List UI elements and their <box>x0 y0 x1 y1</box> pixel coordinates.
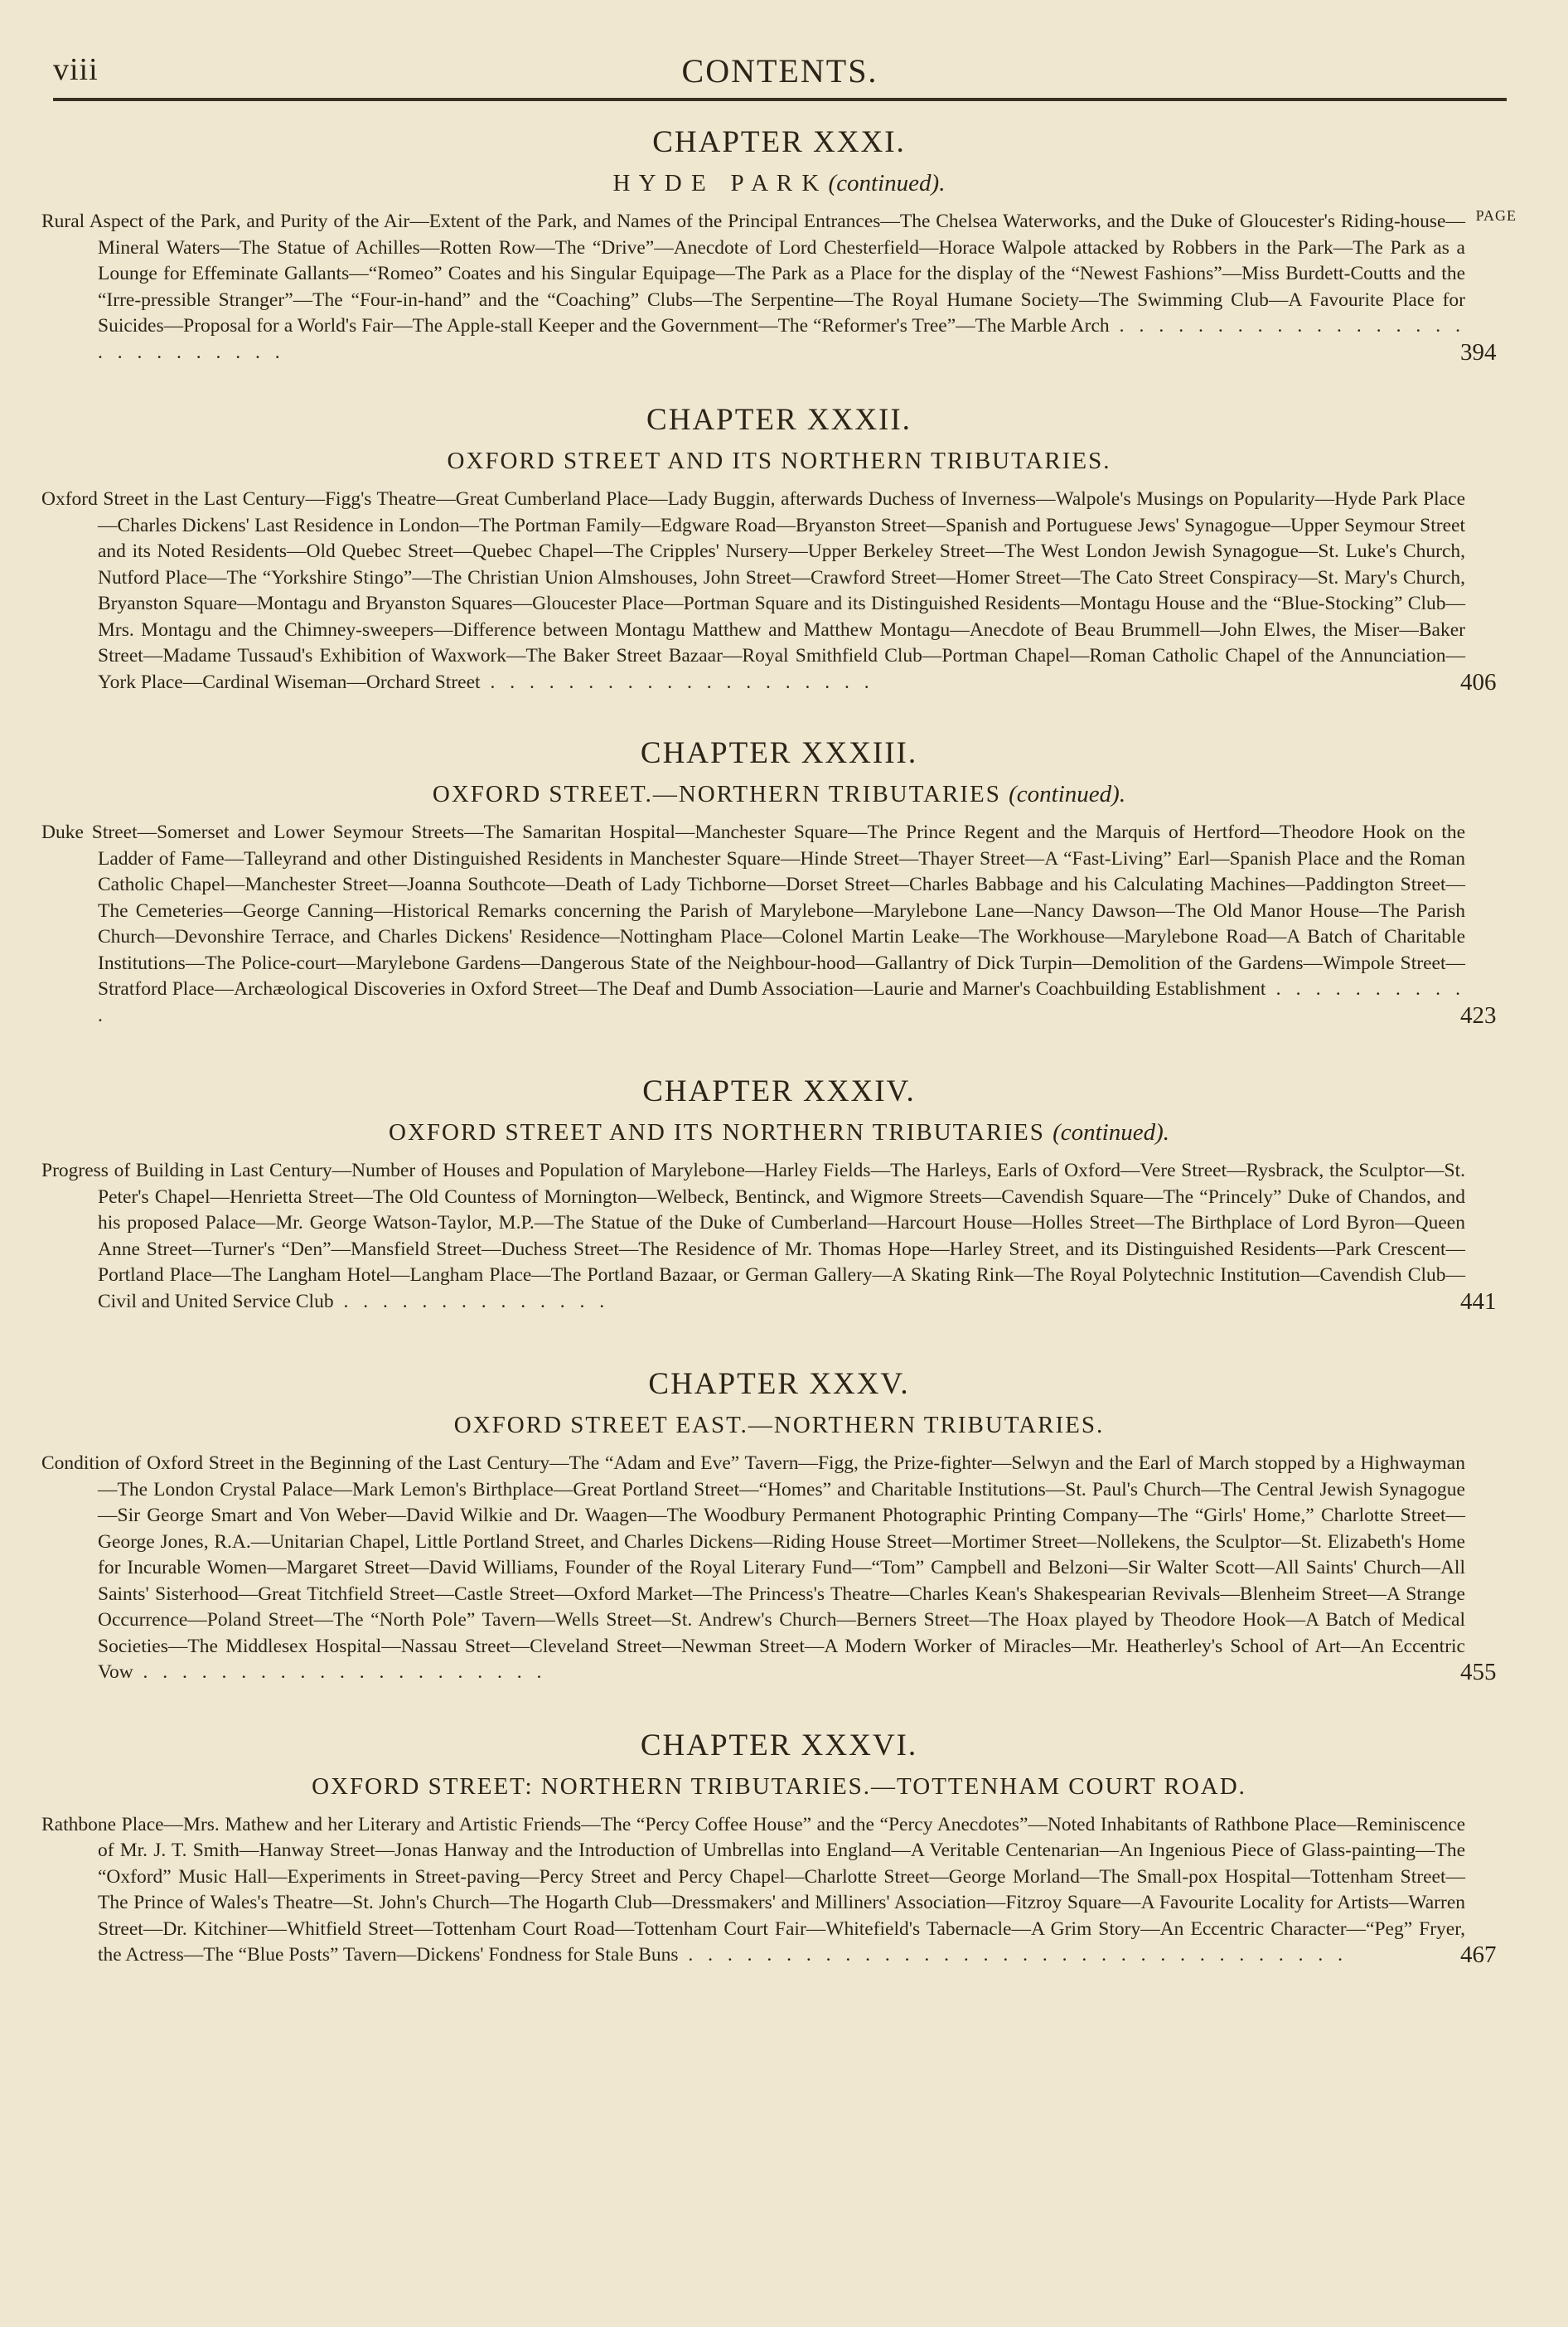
dot-leader: . . . . . . . . . . . . . . . . . . . . . <box>133 1661 547 1683</box>
page-title: CONTENTS. <box>681 52 878 90</box>
chapter-subtitle-text: OXFORD STREET EAST.—NORTHERN TRIBUTARIES. <box>453 1412 1105 1438</box>
chapter-summary: Rathbone Place—Mrs. Mathew and her Literary and Artistic Friends—The “Percy Coffee House” and the “Percy Anecdotes”—Noted Inhabitants of Rathbone Place—Reminiscence of Mr. J. T. Smith—Hanway Street—Jonas Hanway and the Introduction of Umbrellas into England—A Veritable Centenarian—An Ingenious Piece of Glass-painting—The “Oxford” Music Hall—Experiments in Street-paving—Percy Street and Percy Chapel—Charlotte Street—George Morland—The Small-pox Hospital—Tottenham Street—The Prince of Wales's Theatre—St. John's Church—The Hogarth Club—Dressmakers' and Milliners' Association—Fitzroy Square—A Favourite Locality for Artists—Warren Street—Dr. Kitchiner—Whitfield Street—Tottenham Court Road—Tottenham Court Fair—Whitefield's Tabernacle—A Grim Story—An Eccentric Character—“Peg” Fryer, the Actress—The “Blue Posts” Tavern—Dickens' Fondness for Stale Buns . . . . . . . . . . . . . . . . . . . . . . . . . . . . . . . . . . 467 <box>41 1813 1497 1968</box>
chapter-subtitle-text: OXFORD STREET: NORTHERN TRIBUTARIES.—TOTTENHAM COURT ROAD. <box>312 1772 1246 1800</box>
chapter-summary-text: Condition of Oxford Street in the Beginning of the Last Century—The “Adam and Eve” Tavern—Figg, the Prize-fighter—Selwyn and the Earl of March stopped by a Highwayman—The London Crystal Palace—Mark Lemon's Birthplace—Great Portland Street—“Homes” and Charitable Institutions—St. Paul's Church—The Central Jewish Synagogue—Sir George Smart and Von Weber—David Wilkie and Dr. Waagen—The Woodbury Permanent Photographic Printing Company—The “Girls' Home,” Charlotte Street—George Jones, R.A.—Unitarian Chapel, Little Portland Street, and Charles Dickens—Riding House Street—Mortimer Street—Nollekens, the Sculptor—St. Elizabeth's Home for Incurable Women—Margaret Street—David Williams, Founder of the Royal Literary Fund—“Tom” Campbell and Belzoni—Sir Walter Scott—All Saints' Church—All Saints' Sisterhood—Great Titchfield Street—Castle Street—Oxford Market—The Princess's Theatre—Charles Kean's Shakespearian Revivals—Blenheim Street—A Strange Occurrence—Poland Street—The “North Pole” Tavern—Wells Street—St. Andrew's Church—Berners Street—The Hoax played by Theodore Hook—A Batch of Medical Societies—The Middlesex Hospital—Nassau Street—Cleveland Street—Newman Street—A Modern Worker of Miracles—Mr. Heatherley's School of Art—An Eccentric Vow <box>41 1452 1465 1683</box>
running-header <box>53 48 1507 101</box>
chapter-xxxiii <box>41 735 1517 1029</box>
chapter-subtitle <box>41 1773 1517 1801</box>
chapter-heading: CHAPTER XXXV. <box>648 1367 910 1401</box>
dot-leader: . . . . . . . . . . . <box>98 978 1466 1026</box>
chapter-heading: CHAPTER XXXIV. <box>642 1074 916 1108</box>
chapter-subtitle <box>41 448 1517 475</box>
chapter-summary-text: Rathbone Place—Mrs. Mathew and her Literary and Artistic Friends—The “Percy Coffee House” and the “Percy Anecdotes”—Noted Inhabitants of Rathbone Place—Reminiscence of Mr. J. T. Smith—Hanway Street—Jonas Hanway and the Introduction of Umbrellas into England—A Veritable Centenarian—An Ingenious Piece of Glass-painting—The “Oxford” Music Hall—Experiments in Street-paving—Percy Street and Percy Chapel—Charlotte Street—George Morland—The Small-pox Hospital—Tottenham Street—The Prince of Wales's Theatre—St. John's Church—The Hogarth Club—Dressmakers' and Milliners' Association—Fitzroy Square—A Favourite Locality for Artists—Warren Street—Dr. Kitchiner—Whitfield Street—Tottenham Court Road—Tottenham Court Fair—Whitefield's Tabernacle—A Grim Story—An Eccentric Character—“Peg” Fryer, the Actress—The “Blue Posts” Tavern—Dickens' Fondness for Stale Buns <box>41 1813 1465 1966</box>
chapter-summary: Progress of Building in Last Century—Number of Houses and Population of Marylebone—Harley Fields—The Harleys, Earls of Oxford—Vere Street—Rysbrack, the Sculptor—St. Peter's Chapel—Henrietta Street—The Old Countess of Mornington—Welbeck, Bentinck, and Wigmore Streets—Cavendish Square—The “Princely” Duke of Chandos, and his proposed Palace—Mr. George Watson-Taylor, M.P.—The Statue of the Duke of Cumberland—Harcourt House—Holles Street—The Birthplace of Lord Byron—Queen Anne Street—Turner's “Den”—Mansfield Street—Duchess Street—The Residence of Mr. Thomas Hope—Harley Street, and its Distinguished Residents—Park Crescent—Portland Place—The Langham Hotel—Langham Place—The Portland Bazaar, or German Gallery—A Skating Rink—The Royal Polytechnic Institution—Cavendish Club—Civil and United Service Club . . . . . . . . . . . . . . 441 <box>41 1160 1497 1315</box>
chapter-subtitle-text: OXFORD STREET AND ITS NORTHERN TRIBUTARIES. <box>447 448 1111 474</box>
chapter-subtitle-text: OXFORD STREET.—NORTHERN TRIBUTARIES <box>432 781 1001 807</box>
dot-leader: . . . . . . . . . . . . . . . . . . . . <box>480 671 874 693</box>
chapter-heading: CHAPTER XXXI. <box>652 125 906 159</box>
page-folio: viii <box>53 52 99 87</box>
chapter-subtitle-continued: (continued). <box>828 170 946 196</box>
chapter-summary-text: Rural Aspect of the Park, and Purity of the Air—Extent of the Park, and Names of the Principal Entrances—The Chelsea Waterworks, and the Duke of Gloucester's Riding-house—Mineral Waters—The Statue of Achilles—Rotten Row—The “Drive”—Anecdote of Lord Chesterfield—Horace Walpole attacked by Robbers in the Park—The Park as a Lounge for Effeminate Gallants—“Romeo” Coates and his Singular Equipage—The Park as a Place for the display of the “Newest Fashions”—Miss Burdett-Coutts and the “Irre-pressible Stranger”—The “Four-in-hand” and the “Coaching” Clubs—The Serpentine—The Royal Humane Society—The Swimming Club—A Favourite Place for Suicides—Proposal for a World's Fair—The Apple-stall Keeper and the Government—The “Reformer's Tree”—The Marble Arch <box>41 211 1465 337</box>
page-column-label: PAGE <box>1475 207 1517 224</box>
dot-leader: . . . . . . . . . . . . . . . . . . . . . . . . . . . . <box>98 315 1466 363</box>
chapter-heading: CHAPTER XXXIII. <box>640 736 918 770</box>
chapter-subtitle-text: OXFORD STREET AND ITS NORTHERN TRIBUTARIES <box>389 1119 1045 1146</box>
chapter-xxxvi <box>41 1728 1517 1969</box>
chapter-summary: Duke Street—Somerset and Lower Seymour Streets—The Samaritan Hospital—Manchester Square—The Prince Regent and the Marquis of Hertford—Theodore Hook on the Ladder of Fame—Talleyrand and other Distinguished Residents in Manchester Square—Hinde Street—Thayer Street—A “Fast-Living” Earl—Spanish Place and the Roman Catholic Chapel—Manchester Street—Joanna Southcote—Death of Lady Tichborne—Dorset Street—Charles Babbage and his Calculating Machines—Paddington Street—The Cemeteries—George Canning—Historical Remarks concerning the Parish of Marylebone—Marylebone Lane—Nancy Dawson—The Old Manor House—The Parish Church—Devonshire Terrace, and Charles Dickens' Residence—Nottingham Place—Colonel Martin Leake—The Workhouse—Marylebone Road—A Batch of Charitable Institutions—The Police-court—Marylebone Gardens—Dangerous State of the Neighbour-hood—Gallantry of Dick Turpin—Demolition of the Gardens—Wimpole Street—Stratford Place—Archæological Discoveries in Oxford Street—The Deaf and Dumb Association—Laurie and Marner's Coachbuilding Establishment . . . . . . . . . . . 423 <box>41 822 1497 1029</box>
chapter-summary-text: Oxford Street in the Last Century—Figg's Theatre—Great Cumberland Place—Lady Buggin, afterwards Duchess of Inverness—Walpole's Musings on Popularity—Hyde Park Place—Charles Dickens' Last Residence in London—The Portman Family—Edgware Road—Bryanston Street—Spanish and Portuguese Jews' Synagogue—Upper Seymour Street and its Noted Residents—Old Quebec Street—Quebec Chapel—The Cripples' Nursery—Upper Berkeley Street—The West London Jewish Synagogue—St. Luke's Church, Nutford Place—The “Yorkshire Stingo”—The Christian Union Almshouses, John Street—Crawford Street—Homer Street—The Cato Street Conspiracy—St. Mary's Church, Bryanston Square—Montagu and Bryanston Squares—Gloucester Place—Portman Square and its Distinguished Residents—Montagu House and the “Blue-Stocking” Club—Mrs. Montagu and the Chimney-sweepers—Difference between Montagu Matthew and Matthew Montagu—Anecdote of Beau Brummell—John Elwes, the Miser—Baker Street—Madame Tussaud's Exhibition of Waxwork—The Baker Street Bazaar—Royal Smithfield Club—Portman Chapel—Roman Catholic Chapel of the Annunciation—York Place—Cardinal Wiseman—Orchard Street <box>41 488 1465 693</box>
chapter-summary: Condition of Oxford Street in the Beginning of the Last Century—The “Adam and Eve” Tavern—Figg, the Prize-fighter—Selwyn and the Earl of March stopped by a Highwayman—The London Crystal Palace—Mark Lemon's Birthplace—Great Portland Street—“Homes” and Charitable Institutions—St. Paul's Church—The Central Jewish Synagogue—Sir George Smart and Von Weber—David Wilkie and Dr. Waagen—The Woodbury Permanent Photographic Printing Company—The “Girls' Home,” Charlotte Street—George Jones, R.A.—Unitarian Chapel, Little Portland Street, and Charles Dickens—Riding House Street—Mortimer Street—Nollekens, the Sculptor—St. Elizabeth's Home for Incurable Women—Margaret Street—David Williams, Founder of the Royal Literary Fund—“Tom” Campbell and Belzoni—Sir Walter Scott—All Saints' Church—All Saints' Sisterhood—Great Titchfield Street—Castle Street—Oxford Market—The Princess's Theatre—Charles Kean's Shakespearian Revivals—Blenheim Street—A Strange Occurrence—Poland Street—The “North Pole” Tavern—Wells Street—St. Andrew's Church—Berners Street—The Hoax played by Theodore Hook—A Batch of Medical Societies—The Middlesex Hospital—Nassau Street—Cleveland Street—Newman Street—A Modern Worker of Miracles—Mr. Heatherley's School of Art—An Eccentric Vow . . . . . . . . . . . . . . . . . . . . . 455 <box>41 1452 1497 1685</box>
dot-leader: . . . . . . . . . . . . . . . . . . . . . . . . . . . . . . . . . . <box>678 1944 1348 1966</box>
chapter-subtitle <box>41 1119 1517 1147</box>
chapter-subtitle-continued: (continued). <box>1009 781 1126 807</box>
chapter-subtitle <box>41 781 1517 808</box>
chapter-summary-text: Progress of Building in Last Century—Number of Houses and Population of Marylebone—Harley Fields—The Harleys, Earls of Oxford—Vere Street—Rysbrack, the Sculptor—St. Peter's Chapel—Henrietta Street—The Old Countess of Mornington—Welbeck, Bentinck, and Wigmore Streets—Cavendish Square—The “Princely” Duke of Chandos, and his proposed Palace—Mr. George Watson-Taylor, M.P.—The Statue of the Duke of Cumberland—Harcourt House—Holles Street—The Birthplace of Lord Byron—Queen Anne Street—Turner's “Den”—Mansfield Street—Duchess Street—The Residence of Mr. Thomas Hope—Harley Street, and its Distinguished Residents—Park Crescent—Portland Place—The Langham Hotel—Langham Place—The Portland Bazaar, or German Gallery—A Skating Rink—The Royal Polytechnic Institution—Cavendish Club—Civil and United Service Club <box>41 1160 1465 1312</box>
header-rule <box>53 98 1507 101</box>
chapter-subtitle-text: H Y D E P A R K <box>612 170 821 196</box>
chapter-xxxii <box>41 402 1517 696</box>
chapter-heading: CHAPTER XXXII. <box>646 403 912 437</box>
chapter-summary: Rural Aspect of the Park, and Purity of the Air—Extent of the Park, and Names of the Principal Entrances—The Chelsea Waterworks, and the Duke of Gloucester's Riding-house—Mineral Waters—The Statue of Achilles—Rotten Row—The “Drive”—Anecdote of Lord Chesterfield—Horace Walpole attacked by Robbers in the Park—The Park as a Lounge for Effeminate Gallants—“Romeo” Coates and his Singular Equipage—The Park as a Place for the display of the “Newest Fashions”—Miss Burdett-Coutts and the “Irre-pressible Stranger”—The “Four-in-hand” and the “Coaching” Clubs—The Serpentine—The Royal Humane Society—The Swimming Club—A Favourite Place for Suicides—Proposal for a World's Fair—The Apple-stall Keeper and the Government—The “Reformer's Tree”—The Marble Arch . . . . . . . . . . . . . . . . . . . . . . . . . . . . 394 <box>41 211 1497 366</box>
chapter-list <box>41 124 1517 1969</box>
chapter-heading: CHAPTER XXXVI. <box>640 1728 918 1762</box>
chapter-subtitle <box>41 1412 1517 1439</box>
chapter-summary-text: Duke Street—Somerset and Lower Seymour Streets—The Samaritan Hospital—Manchester Square—The Prince Regent and the Marquis of Hertford—Theodore Hook on the Ladder of Fame—Talleyrand and other Distinguished Residents in Manchester Square—Hinde Street—Thayer Street—A “Fast-Living” Earl—Spanish Place and the Roman Catholic Chapel—Manchester Street—Joanna Southcote—Death of Lady Tichborne—Dorset Street—Charles Babbage and his Calculating Machines—Paddington Street—The Cemeteries—George Canning—Historical Remarks concerning the Parish of Marylebone—Marylebone Lane—Nancy Dawson—The Old Manor House—The Parish Church—Devonshire Terrace, and Charles Dickens' Residence—Nottingham Place—Colonel Martin Leake—The Workhouse—Marylebone Road—A Batch of Charitable Institutions—The Police-court—Marylebone Gardens—Dangerous State of the Neighbour-hood—Gallantry of Dick Turpin—Demolition of the Gardens—Wimpole Street—Stratford Place—Archæological Discoveries in Oxford Street—The Deaf and Dumb Association—Laurie and Marner's Coachbuilding Establishment <box>41 822 1465 1000</box>
chapter-summary: Oxford Street in the Last Century—Figg's Theatre—Great Cumberland Place—Lady Buggin, afterwards Duchess of Inverness—Walpole's Musings on Popularity—Hyde Park Place—Charles Dickens' Last Residence in London—The Portman Family—Edgware Road—Bryanston Street—Spanish and Portuguese Jews' Synagogue—Upper Seymour Street and its Noted Residents—Old Quebec Street—Quebec Chapel—The Cripples' Nursery—Upper Berkeley Street—The West London Jewish Synagogue—St. Luke's Church, Nutford Place—The “Yorkshire Stingo”—The Christian Union Almshouses, John Street—Crawford Street—Homer Street—The Cato Street Conspiracy—St. Mary's Church, Bryanston Square—Montagu and Bryanston Squares—Gloucester Place—Portman Square and its Distinguished Residents—Montagu House and the “Blue-Stocking” Club—Mrs. Montagu and the Chimney-sweepers—Difference between Montagu Matthew and Matthew Montagu—Anecdote of Beau Brummell—John Elwes, the Miser—Baker Street—Madame Tussaud's Exhibition of Waxwork—The Baker Street Bazaar—Royal Smithfield Club—Portman Chapel—Roman Catholic Chapel of the Annunciation—York Place—Cardinal Wiseman—Orchard Street . . . . . . . . . . . . . . . . . . . . 406 <box>41 488 1497 696</box>
chapter-xxxv <box>41 1366 1517 1686</box>
chapter-xxxiv <box>41 1074 1517 1315</box>
chapter-xxxi <box>41 124 1517 366</box>
chapter-subtitle-continued: (continued). <box>1053 1119 1169 1146</box>
chapter-subtitle <box>41 170 1517 197</box>
dot-leader: . . . . . . . . . . . . . . <box>333 1290 610 1312</box>
